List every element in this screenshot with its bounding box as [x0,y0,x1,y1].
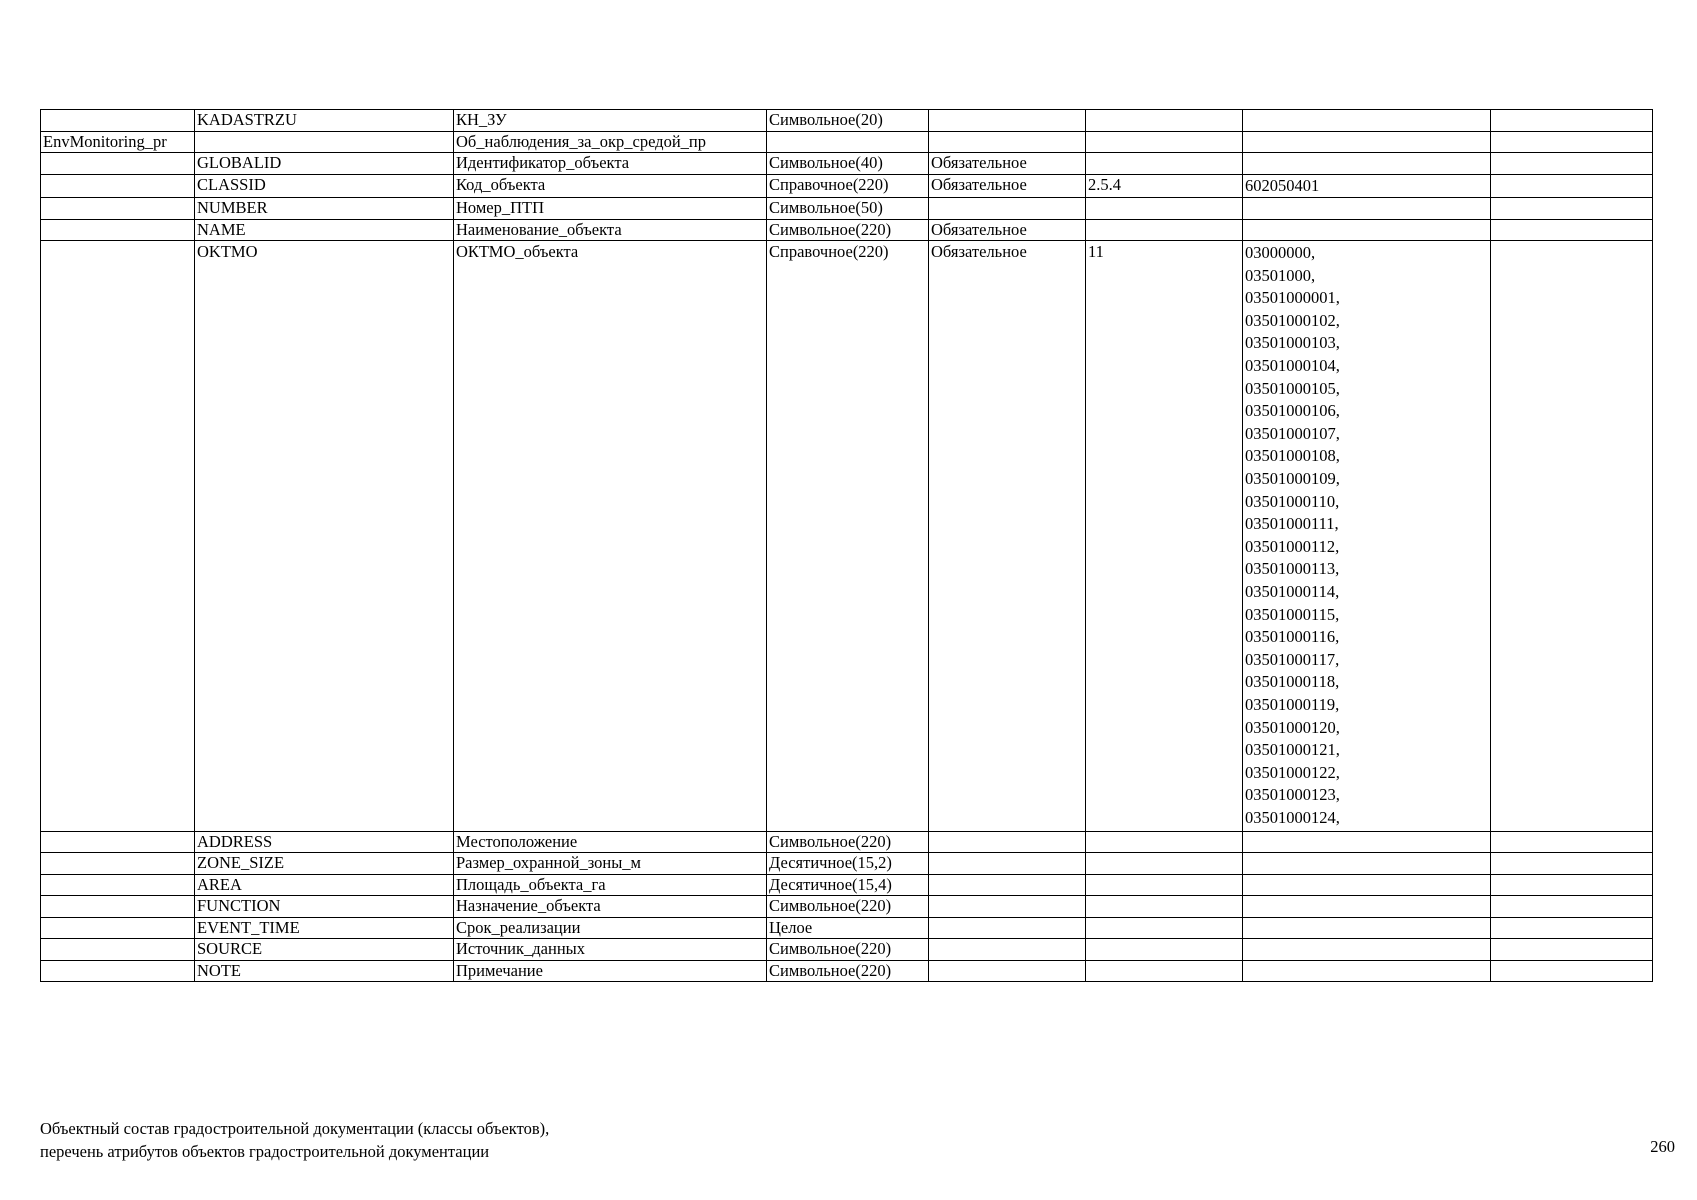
field-alias-cell: Наименование_объекта [454,219,767,241]
class-name-cell [41,874,195,896]
field-alias-cell: Назначение_объекта [454,896,767,918]
value-item: 03501000109, [1245,469,1340,489]
class-name-cell [41,153,195,175]
value-item: 03501000106, [1245,401,1340,421]
reference-cell [1086,939,1243,961]
footer [40,1117,549,1163]
value-item: 03501000113, [1245,559,1340,579]
field-name-cell: ADDRESS [195,831,454,853]
requirement-cell [929,198,1086,220]
note-cell [1491,853,1653,875]
note-cell [1491,219,1653,241]
value-item: 03501000117, [1245,649,1340,669]
value-item: 03501000107, [1245,423,1340,443]
requirement-cell [929,874,1086,896]
table-row [41,153,1653,175]
value-item: 03501000001, [1245,288,1340,308]
attributes-table [40,109,1653,982]
table-row [41,110,1653,132]
data-type-cell: Символьное(220) [767,896,929,918]
values-cell [1243,241,1491,831]
values-cell [1243,198,1491,220]
data-type-cell: Символьное(220) [767,219,929,241]
class-name-cell [41,853,195,875]
value-item: 03501000120, [1245,717,1340,737]
value-item: 03501000111, [1245,514,1339,534]
table-body [41,110,1653,982]
class-name-cell [41,896,195,918]
reference-cell [1086,831,1243,853]
reference-cell [1086,896,1243,918]
reference-cell [1086,131,1243,153]
requirement-cell [929,917,1086,939]
table-row [41,198,1653,220]
data-type-cell: Символьное(40) [767,153,929,175]
table-row [41,831,1653,853]
table-row [41,131,1653,153]
field-name-cell: CLASSID [195,174,454,198]
reference-cell: 11 [1086,241,1243,831]
value-item: 03501000118, [1245,672,1340,692]
note-cell [1491,174,1653,198]
requirement-cell [929,110,1086,132]
class-name-cell [41,174,195,198]
value-item: 03501000, [1245,265,1316,285]
values-cell [1243,174,1491,198]
data-type-cell: Десятичное(15,4) [767,874,929,896]
class-name-cell: EnvMonitoring_pr [41,131,195,153]
field-alias-cell: Об_наблюдения_за_окр_средой_пр [454,131,767,153]
reference-cell [1086,219,1243,241]
note-cell [1491,896,1653,918]
field-alias-cell: Площадь_объекта_га [454,874,767,896]
requirement-cell [929,853,1086,875]
table-row [41,219,1653,241]
value-item: 03501000121, [1245,740,1340,760]
value-item: 03501000124, [1245,807,1340,827]
values-cell [1243,896,1491,918]
value-item: 03000000, [1245,243,1316,263]
note-cell [1491,939,1653,961]
data-type-cell: Справочное(220) [767,174,929,198]
table-row [41,917,1653,939]
value-item: 03501000110, [1245,491,1340,511]
reference-cell [1086,853,1243,875]
table-row [41,174,1653,198]
reference-cell [1086,917,1243,939]
value-item: 03501000123, [1245,785,1340,805]
requirement-cell [929,831,1086,853]
values-cell [1243,831,1491,853]
values-cell [1243,131,1491,153]
note-cell [1491,874,1653,896]
class-name-cell [41,219,195,241]
field-name-cell: OKTMO [195,241,454,831]
values-cell [1243,917,1491,939]
values-cell [1243,939,1491,961]
class-name-cell [41,939,195,961]
field-name-cell: EVENT_TIME [195,917,454,939]
value-item: 03501000105, [1245,378,1340,398]
data-type-cell: Десятичное(15,2) [767,853,929,875]
values-cell [1243,853,1491,875]
requirement-cell [929,939,1086,961]
data-type-cell [767,131,929,153]
class-name-cell [41,198,195,220]
requirement-cell: Обязательное [929,153,1086,175]
field-alias-cell: Размер_охранной_зоны_м [454,853,767,875]
values-cell [1243,960,1491,982]
requirement-cell: Обязательное [929,174,1086,198]
class-name-cell [41,917,195,939]
field-name-cell: NAME [195,219,454,241]
field-alias-cell: КН_ЗУ [454,110,767,132]
data-type-cell: Символьное(220) [767,831,929,853]
data-type-cell: Символьное(220) [767,939,929,961]
field-name-cell [195,131,454,153]
table-row [41,874,1653,896]
value-item: 602050401 [1245,175,1320,195]
requirement-cell: Обязательное [929,219,1086,241]
field-name-cell: ZONE_SIZE [195,853,454,875]
field-alias-cell: Источник_данных [454,939,767,961]
note-cell [1491,831,1653,853]
data-type-cell: Целое [767,917,929,939]
requirement-cell [929,131,1086,153]
value-item: 03501000112, [1245,536,1340,556]
field-alias-cell: Номер_ПТП [454,198,767,220]
reference-cell [1086,153,1243,175]
data-type-cell: Символьное(20) [767,110,929,132]
field-name-cell: FUNCTION [195,896,454,918]
footer-line-1: Объектный состав градостроительной документации (классы объектов), [40,1119,550,1138]
data-type-cell: Символьное(220) [767,960,929,982]
requirement-cell [929,960,1086,982]
reference-cell [1086,198,1243,220]
value-item: 03501000104, [1245,356,1340,376]
note-cell [1491,153,1653,175]
note-cell [1491,198,1653,220]
table-row [41,960,1653,982]
table-row [41,939,1653,961]
values-cell [1243,874,1491,896]
value-item: 03501000114, [1245,582,1340,601]
field-name-cell: SOURCE [195,939,454,961]
requirement-cell: Обязательное [929,241,1086,831]
field-name-cell: NOTE [195,960,454,982]
value-item: 03501000103, [1245,333,1340,353]
value-item: 03501000116, [1245,627,1340,647]
table-row [41,896,1653,918]
table-row [41,853,1653,875]
table-row [41,241,1653,831]
reference-cell [1086,874,1243,896]
field-alias-cell: Срок_реализации [454,917,767,939]
field-name-cell: KADASTRZU [195,110,454,132]
class-name-cell [41,241,195,831]
field-name-cell: GLOBALID [195,153,454,175]
field-alias-cell: Примечание [454,960,767,982]
field-alias-cell: Код_объекта [454,174,767,198]
field-alias-cell: Местоположение [454,831,767,853]
values-cell [1243,219,1491,241]
field-name-cell: NUMBER [195,198,454,220]
note-cell [1491,917,1653,939]
value-item: 03501000119, [1245,694,1340,714]
value-item: 03501000122, [1245,762,1340,782]
values-cell [1243,110,1491,132]
note-cell [1491,110,1653,132]
field-alias-cell: ОКТМО_объекта [454,241,767,831]
class-name-cell [41,831,195,853]
reference-cell: 2.5.4 [1086,174,1243,198]
value-item: 03501000102, [1245,310,1340,330]
field-name-cell: AREA [195,874,454,896]
footer-line-2: перечень атрибутов объектов градостроительной документации [40,1142,490,1161]
note-cell [1491,131,1653,153]
reference-cell [1086,110,1243,132]
data-type-cell: Справочное(220) [767,241,929,831]
values-cell [1243,153,1491,175]
note-cell [1491,960,1653,982]
data-type-cell: Символьное(50) [767,198,929,220]
note-cell [1491,241,1653,831]
class-name-cell [41,960,195,982]
class-name-cell [41,110,195,132]
page-number: 260 [1650,1137,1675,1156]
value-item: 03501000108, [1245,446,1340,466]
requirement-cell [929,896,1086,918]
value-item: 03501000115, [1245,604,1340,624]
reference-cell [1086,960,1243,982]
field-alias-cell: Идентификатор_объекта [454,153,767,175]
